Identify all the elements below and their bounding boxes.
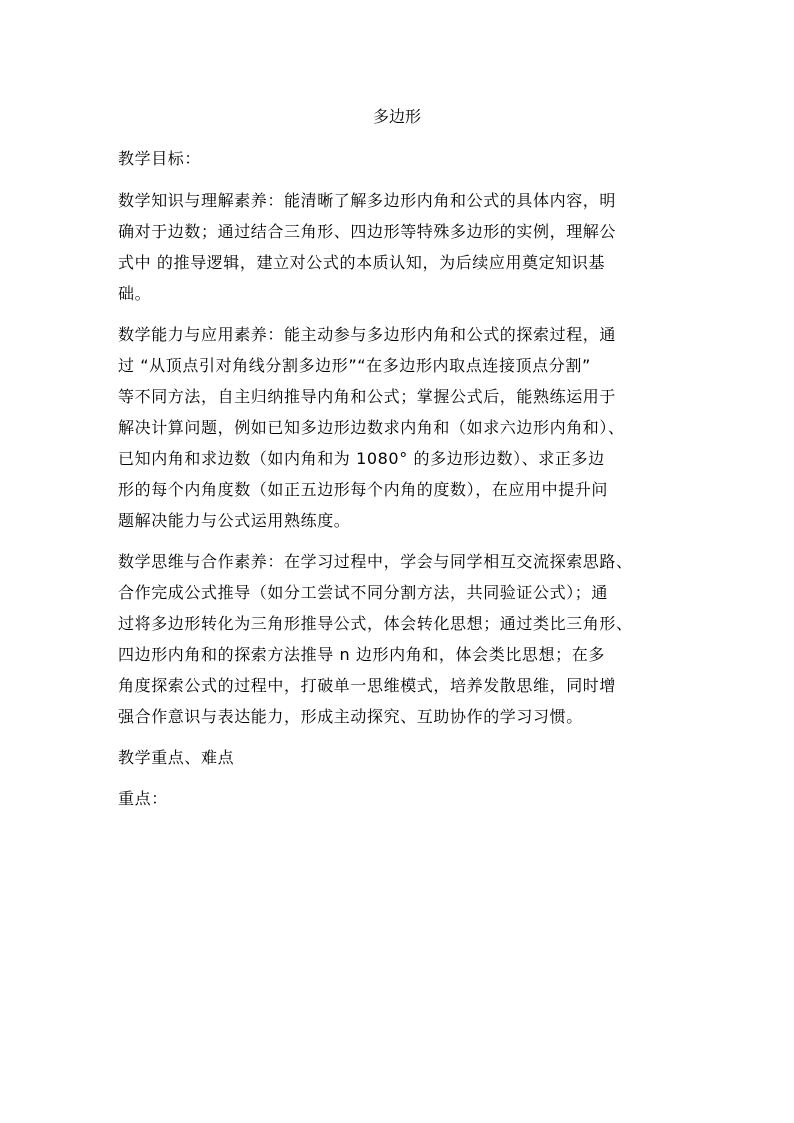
paragraph-line: 础。 xyxy=(118,284,152,303)
paragraph-line: 确对于边数；通过结合三角形、四边形等特殊多边形的实例，理解公 xyxy=(118,222,617,241)
paragraph-line: 数学知识与理解素养：能清晰了解多边形内角和公式的具体内容，明 xyxy=(118,191,617,210)
paragraph-line: 过将多边形转化为三角形推导公式，体会转化思想；通过类比三角形、 xyxy=(118,614,633,633)
paragraph-line: 已知内角和求边数（如内角和为 1080° 的多边形边数）、求正多边 xyxy=(118,449,605,468)
paragraph-line: 形的每个内角度数（如正五边形每个内角的度数），在应用中提升问 xyxy=(118,480,609,499)
paragraph-line: 数学思维与合作素养：在学习过程中，学会与同学相互交流探索思路、 xyxy=(118,552,633,571)
paragraph-line: 四边形内角和的探索方法推导 n 边形内角和，体会类比思想；在多 xyxy=(118,645,605,664)
section-heading-teaching-goals: 教学目标： xyxy=(118,149,202,168)
paragraph-line: 强合作意识与表达能力，形成主动探究、互助协作的学习习惯。 xyxy=(118,707,583,726)
paragraph-line: 数学能力与应用素养：能主动参与多边形内角和公式的探索过程，通 xyxy=(118,325,617,344)
paragraph-line: 过 “从顶点引对角线分割多边形”“在多边形内取点连接顶点分割” xyxy=(118,356,591,375)
paragraph-line: 合作完成公式推导（如分工尝试不同分割方法，共同验证公式）；通 xyxy=(118,583,609,602)
section-heading-key-points: 教学重点、难点 xyxy=(118,748,235,767)
paragraph-line: 角度探索公式的过程中，打破单一思维模式，培养发散思维，同时增 xyxy=(118,676,617,695)
paragraph-line: 解决计算问题，例如已知多边形边数求内角和（如求六边形内角和）、 xyxy=(118,418,625,437)
subheading-key-point: 重点： xyxy=(118,789,168,808)
document-title: 多边形 xyxy=(372,107,421,126)
paragraph-line: 式中 的推导逻辑，建立对公式的本质认知，为后续应用奠定知识基 xyxy=(118,253,606,272)
paragraph-line: 等不同方法，自主归纳推导内角和公式；掌握公式后，能熟练运用于 xyxy=(118,387,617,406)
paragraph-line: 题解决能力与公式运用熟练度。 xyxy=(118,511,351,530)
